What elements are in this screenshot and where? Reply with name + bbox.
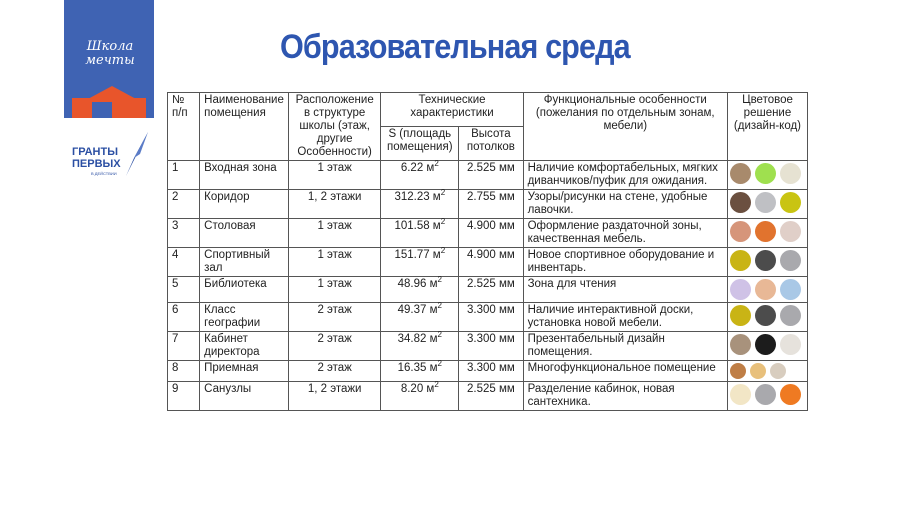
area-value: 6.22 м [400,162,435,174]
row-room: Входная зона [200,161,289,190]
row-height: 2.525 мм [459,161,523,190]
row-num: 9 [168,382,200,411]
header-location: Расположение в структуре школы (этаж, другие Особенности) [288,93,381,161]
color-swatch [755,250,776,271]
row-floor: 2 этаж [288,332,381,361]
row-area [381,382,459,411]
area-unit-sup: 2 [437,330,442,340]
header-color: Цветовое решение (дизайн-код) [727,93,807,161]
table-row [168,161,808,190]
area-unit-sup: 2 [440,246,446,256]
color-swatch [780,163,801,184]
row-features: Разделение кабинок, новая сантехника. [523,382,727,411]
row-room: Приемная [200,361,289,382]
row-num: 4 [168,248,200,277]
row-room: Спортивный зал [200,248,289,277]
color-swatch [780,334,801,355]
row-colors [727,248,807,277]
row-height: 4.900 мм [459,248,523,277]
color-swatch [780,250,801,271]
area-unit-sup: 2 [437,359,442,369]
area-unit-sup: 2 [437,301,442,311]
row-num: 6 [168,303,200,332]
row-room: Класс географии [200,303,289,332]
table-row [168,277,808,303]
color-swatch [730,163,751,184]
row-colors [727,332,807,361]
logo-house-door [92,102,112,118]
row-colors [727,277,807,303]
area-value: 101.58 м [394,220,441,232]
row-height: 2.525 мм [459,382,523,411]
area-value: 16.35 м [397,362,438,374]
row-features: Презентабельный дизайн помещения. [523,332,727,361]
color-swatch [780,279,801,300]
header-features: Функциональные особенности (пожелания по отдельным зонам, мебели) [523,93,727,161]
row-height: 3.300 мм [459,361,523,382]
color-swatch [755,305,776,326]
area-value: 48.96 м [397,278,438,290]
color-swatch [730,250,751,271]
row-area [381,161,459,190]
area-value: 8.20 м [400,383,435,395]
row-height: 3.300 мм [459,303,523,332]
row-floor: 1 этаж [288,219,381,248]
row-room: Библиотека [200,277,289,303]
row-height: 2.755 мм [459,190,523,219]
color-swatch [730,384,751,405]
row-floor: 2 этаж [288,303,381,332]
row-colors [727,382,807,411]
grants-logo: ГРАНТЫ ПЕРВЫХ В ДЕЙСТВИИ [64,132,154,180]
row-num: 3 [168,219,200,248]
row-area [381,219,459,248]
color-swatch [780,192,801,213]
row-area [381,332,459,361]
row-num: 2 [168,190,200,219]
header-tech: Технические характеристики [381,93,523,127]
color-swatch [750,363,766,379]
table-row [168,382,808,411]
school-logo [64,0,154,118]
row-features: Узоры/рисунки на стене, удобные лавочки. [523,190,727,219]
color-swatch [755,384,776,405]
table-row [168,332,808,361]
row-room: Столовая [200,219,289,248]
table-row [168,190,808,219]
row-floor: 1 этаж [288,161,381,190]
row-colors [727,361,807,382]
row-floor: 1, 2 этажи [288,190,381,219]
area-unit-sup: 2 [437,275,442,285]
row-features: Наличие комфортабельных, мягких диванчиков/пуфик для ожидания. [523,161,727,190]
color-swatch [755,163,776,184]
rooms-table [167,92,808,411]
color-swatch [730,221,751,242]
row-colors [727,161,807,190]
row-num: 8 [168,361,200,382]
color-swatch [730,279,751,300]
row-room: Кабинет директора [200,332,289,361]
row-features: Многофункциональное помещение [523,361,727,382]
area-unit-sup: 2 [434,380,439,390]
table-row [168,361,808,382]
table-row [168,303,808,332]
arrow-logo-icon [122,132,150,176]
row-area [381,190,459,219]
color-swatch [730,363,746,379]
color-swatch [730,334,751,355]
row-colors [727,303,807,332]
area-unit-sup: 2 [434,159,439,169]
area-value: 151.77 м [394,249,441,261]
row-floor: 1 этаж [288,248,381,277]
row-features: Наличие интерактивной доски, установка новой мебели. [523,303,727,332]
area-value: 49.37 м [397,304,438,316]
row-features: Оформление раздаточной зоны, качественная мебель. [523,219,727,248]
header-num: № п/п [168,93,200,161]
header-area: S (площадь помещения) [381,127,459,161]
row-num: 1 [168,161,200,190]
row-num: 5 [168,277,200,303]
row-height: 3.300 мм [459,332,523,361]
color-swatch [755,334,776,355]
row-area [381,248,459,277]
row-area [381,361,459,382]
color-swatch [780,221,801,242]
row-features: Зона для чтения [523,277,727,303]
row-room: Санузлы [200,382,289,411]
color-swatch [730,192,751,213]
table-row [168,248,808,277]
row-room: Коридор [200,190,289,219]
color-swatch [770,363,786,379]
color-swatch [780,384,801,405]
row-floor: 2 этаж [288,361,381,382]
row-colors [727,190,807,219]
row-floor: 1 этаж [288,277,381,303]
row-area [381,303,459,332]
area-value: 34.82 м [397,333,438,345]
row-height: 2.525 мм [459,277,523,303]
row-floor: 1, 2 этажи [288,382,381,411]
header-room: Наименование помещения [200,93,289,161]
color-swatch [755,221,776,242]
color-swatch [755,192,776,213]
row-num: 7 [168,332,200,361]
area-unit-sup: 2 [440,188,446,198]
color-swatch [755,279,776,300]
area-unit-sup: 2 [440,217,446,227]
row-area [381,277,459,303]
row-features: Новое спортивное оборудование и инвентарь. [523,248,727,277]
table-row [168,219,808,248]
color-swatch [730,305,751,326]
school-logo-text: Школа мечты [85,39,135,68]
color-swatch [780,305,801,326]
header-height: Высота потолков [459,127,523,161]
page-title: Образовательная среда [280,28,630,66]
row-height: 4.900 мм [459,219,523,248]
row-colors [727,219,807,248]
area-value: 312.23 м [394,191,441,203]
